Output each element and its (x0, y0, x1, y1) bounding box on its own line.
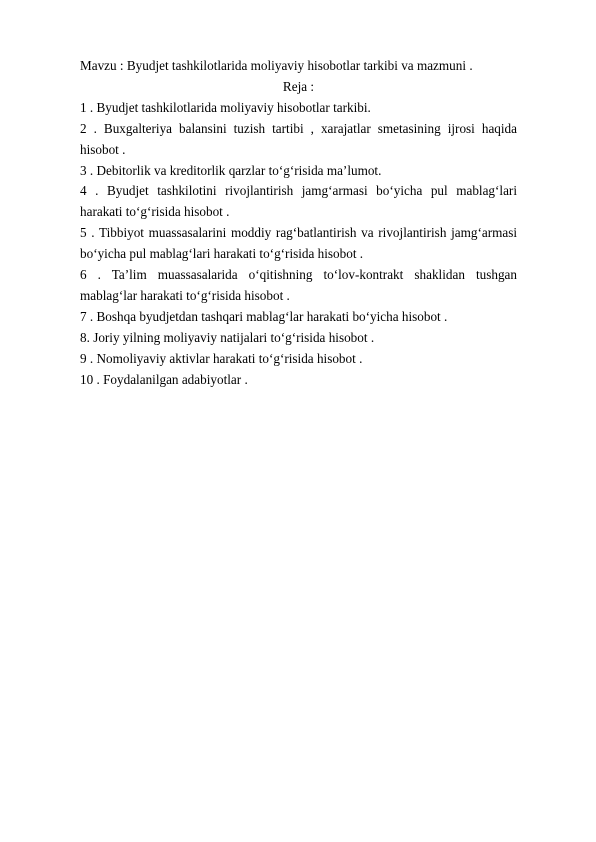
plan-list (80, 98, 517, 391)
plan-item-4: 4 . Byudjet tashkilotini rivojlantirish jamg‘armasi bo‘yicha pul mablag‘lari harakati to‘g‘risida hisobot . (80, 183, 517, 220)
plan-item-7: 7 . Boshqa byudjetdan tashqari mablag‘lar harakati bo‘yicha hisobot . (80, 308, 448, 324)
plan-item-8: 8. Joriy yilning moliyaviy natijalari to‘g‘risida hisobot . (80, 329, 375, 345)
plan-item-1: 1 . Byudjet tashkilotlarida moliyaviy hisobotlar tarkibi. (80, 99, 371, 115)
plan-item-10: 10 . Foydalanilgan adabiyotlar . (80, 371, 248, 387)
plan-heading: Reja : (282, 78, 315, 94)
document-body (80, 56, 517, 391)
plan-item-6: 6 . Ta’lim muassasalarida o‘qitishning to‘lov-kontrakt shaklidan tushgan mablag‘lar harakati to‘g‘risida hisobot . (80, 267, 517, 303)
plan-item-5: 5 . Tibbiyot muassasalarini moddiy rag‘batlantirish va rivojlantirish jamg‘armasi bo‘yicha pul mablag‘lari harakati to‘g‘risida hisobot . (80, 225, 517, 262)
plan-item-9: 9 . Nomoliyaviy aktivlar harakati to‘g‘risida hisobot . (80, 350, 363, 366)
topic-line: Mavzu : Byudjet tashkilotlarida moliyaviy hisobotlar tarkibi va mazmuni . (80, 58, 473, 73)
plan-item-3: 3 . Debitorlik va kreditorlik qarzlar to‘g‘risida ma’lumot. (80, 162, 382, 178)
plan-item-2: 2 . Buxgalteriya balansini tuzish tartibi , xarajatlar smetasining ijrosi haqida hisobot . (80, 120, 517, 157)
